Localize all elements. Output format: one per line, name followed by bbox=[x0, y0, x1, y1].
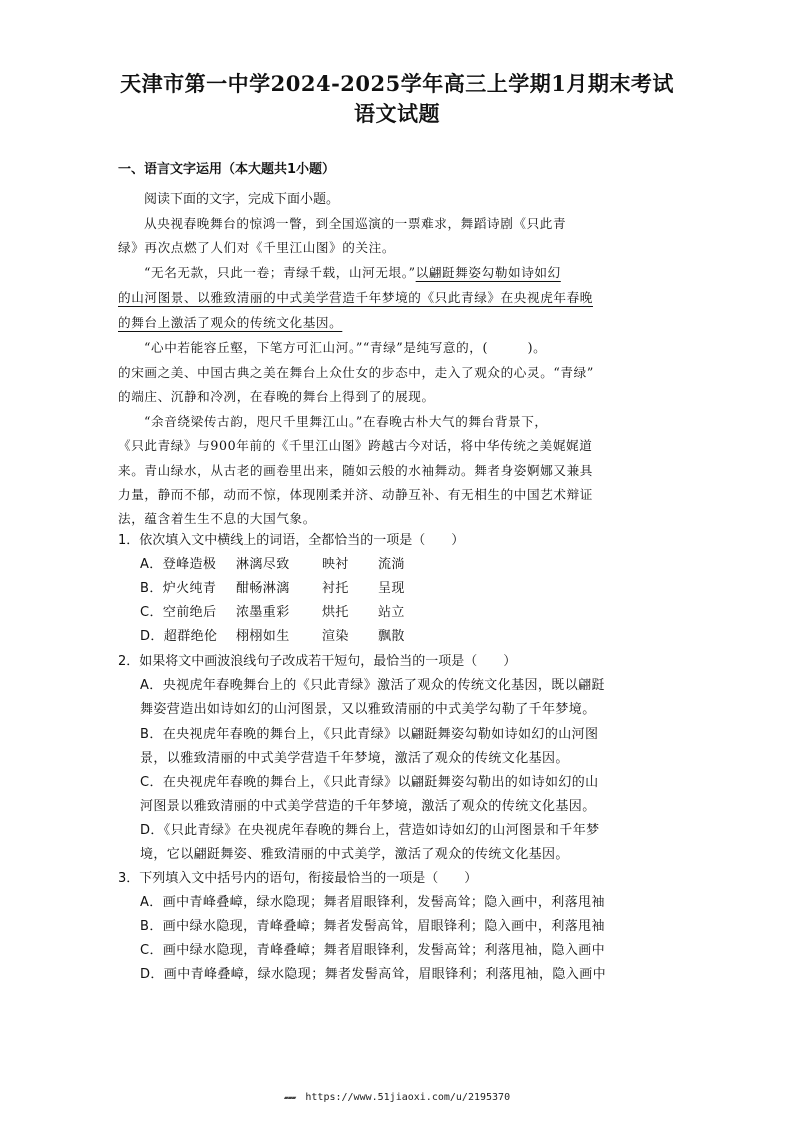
footer-url[interactable]: https://www.51jiaoxi.com/u/2195370 bbox=[305, 1092, 511, 1103]
passage-line: 法，蕴含着生生不息的大国气象。 bbox=[118, 511, 316, 526]
question-2-option-c: C．在央视虎年春晚的舞台上，《只此青绿》以翩跹舞姿勾勒出的如诗如幻的山 bbox=[140, 775, 599, 790]
question-1-option-a: A．登峰造极 淋漓尽致 映衬 流淌 bbox=[140, 557, 405, 572]
question-1-option-c: C．空前绝后 浓墨重彩 烘托 站立 bbox=[140, 605, 405, 620]
passage-line: “余音绕梁传古韵，咫尺千里舞江山。”在春晚古朴大气的舞台背景下， bbox=[144, 414, 548, 429]
question-2-option-b-cont: 景，以雅致清丽的中式美学营造千年梦境，激活了观众的传统文化基因。 bbox=[140, 751, 569, 766]
footer-watermark bbox=[0, 1092, 794, 1103]
wavy-underlined-text: 的舞台上激活了观众的传统文化基因。 bbox=[118, 315, 343, 330]
question-2-option-d: D．《只此青绿》在央视虎年春晚的舞台上，营造如诗如幻的山河图景和千年梦 bbox=[140, 823, 600, 838]
passage-quote: “无名无款，只此一卷；青绿千载，山河无垠。” bbox=[144, 265, 416, 280]
passage-line: “心中若能容丘壑，下笔方可汇山河。”“青绿”是纯写意的，( )。 bbox=[144, 340, 547, 355]
question-1-option-d: D．超群绝伦 栩栩如生 渲染 飘散 bbox=[140, 629, 405, 644]
watermark-logo-icon: ▰▰▰ bbox=[283, 1093, 296, 1102]
question-3-option-c: C．画中绿水隐现，青峰叠嶂；舞者眉眼锋利，发髻高耸；利落甩袖，隐入画中 bbox=[140, 943, 606, 958]
question-3-option-d: D．画中青峰叠嶂，绿水隐现；舞者发髻高耸，眉眼锋利；利落甩袖，隐入画中 bbox=[140, 967, 607, 982]
question-3-option-a: A．画中青峰叠嶂，绿水隐现；舞者眉眼锋利，发髻高耸；隐入画中，利落甩袖 bbox=[140, 895, 605, 910]
question-3-stem: 3．下列填入文中括号内的语句，衔接最恰当的一项是（ ） bbox=[118, 871, 478, 886]
question-2-option-b: B．在央视虎年春晚的舞台上，《只此青绿》以翩跹舞姿勾勒如诗如幻的山河图 bbox=[140, 727, 599, 742]
question-2-option-c-cont: 河图景以雅致清丽的中式美学营造的千年梦境，激活了观众的传统文化基因。 bbox=[140, 799, 596, 814]
passage-line bbox=[144, 263, 561, 283]
passage-line: 力量，静而不郁，动而不惊，体现刚柔并济、动静互补、有无相生的中国艺术辩证 bbox=[118, 487, 593, 502]
wavy-underlined-text: 的山河图景、以雅致清丽的中式美学营造千年梦境的《只此青绿》在央视虎年春晚 bbox=[118, 290, 593, 305]
question-2-option-a: A．央视虎年春晚舞台上的《只此青绿》激活了观众的传统文化基因，既以翩跹 bbox=[140, 678, 605, 693]
question-3-option-b: B．画中绿水隐现，青峰叠嶂；舞者发髻高耸，眉眼锋利；隐入画中，利落甩袖 bbox=[140, 919, 605, 934]
passage-line: 来。青山绿水，从古老的画卷里出来，随如云般的水袖舞动。舞者身姿婀娜又兼具 bbox=[118, 463, 593, 478]
question-1-option-b: B．炉火纯青 酣畅淋漓 衬托 呈现 bbox=[140, 581, 405, 596]
passage-line: 从央视春晚舞台的惊鸿一瞥，到全国巡演的一票难求，舞蹈诗剧《只此青 bbox=[144, 216, 567, 231]
passage-line: 《只此青绿》与900年前的《千里江山图》跨越古今对话，将中华传统之美娓娓道 bbox=[118, 438, 593, 453]
passage-line: 绿》再次点燃了人们对《千里江山图》的关注。 bbox=[118, 240, 396, 255]
wavy-underlined-text: 以翩跹舞姿勾勒如诗如幻 bbox=[415, 265, 561, 280]
passage-line: 的端庄、沉静和冷冽，在春晚的舞台上得到了的展现。 bbox=[118, 389, 435, 404]
section-heading: 一、语言文字运用（本大题共1小题） bbox=[118, 162, 336, 177]
exam-title: 天津市第一中学2024-2025学年高三上学期1月期末考试 bbox=[120, 71, 674, 96]
question-2-stem: 2．如果将文中画波浪线句子改成若干短句，最恰当的一项是（ ） bbox=[118, 654, 517, 669]
question-2-option-d-cont: 境，它以翩跹舞姿、雅致清丽的中式美学，激活了观众的传统文化基因。 bbox=[140, 847, 569, 862]
question-2-option-a-cont: 舞姿营造出如诗如幻的山河图景，又以雅致清丽的中式美学勾勒了千年梦境。 bbox=[140, 702, 596, 717]
reading-instruction: 阅读下面的文字，完成下面小题。 bbox=[144, 192, 340, 207]
passage-line: 的宋画之美、中国古典之美在舞台上众仕女的步态中，走入了观众的心灵。“青绿” bbox=[118, 365, 594, 380]
exam-subtitle: 语文试题 bbox=[354, 101, 440, 126]
question-1-stem: 1．依次填入文中横线上的词语，全都恰当的一项是（ ） bbox=[118, 533, 465, 548]
